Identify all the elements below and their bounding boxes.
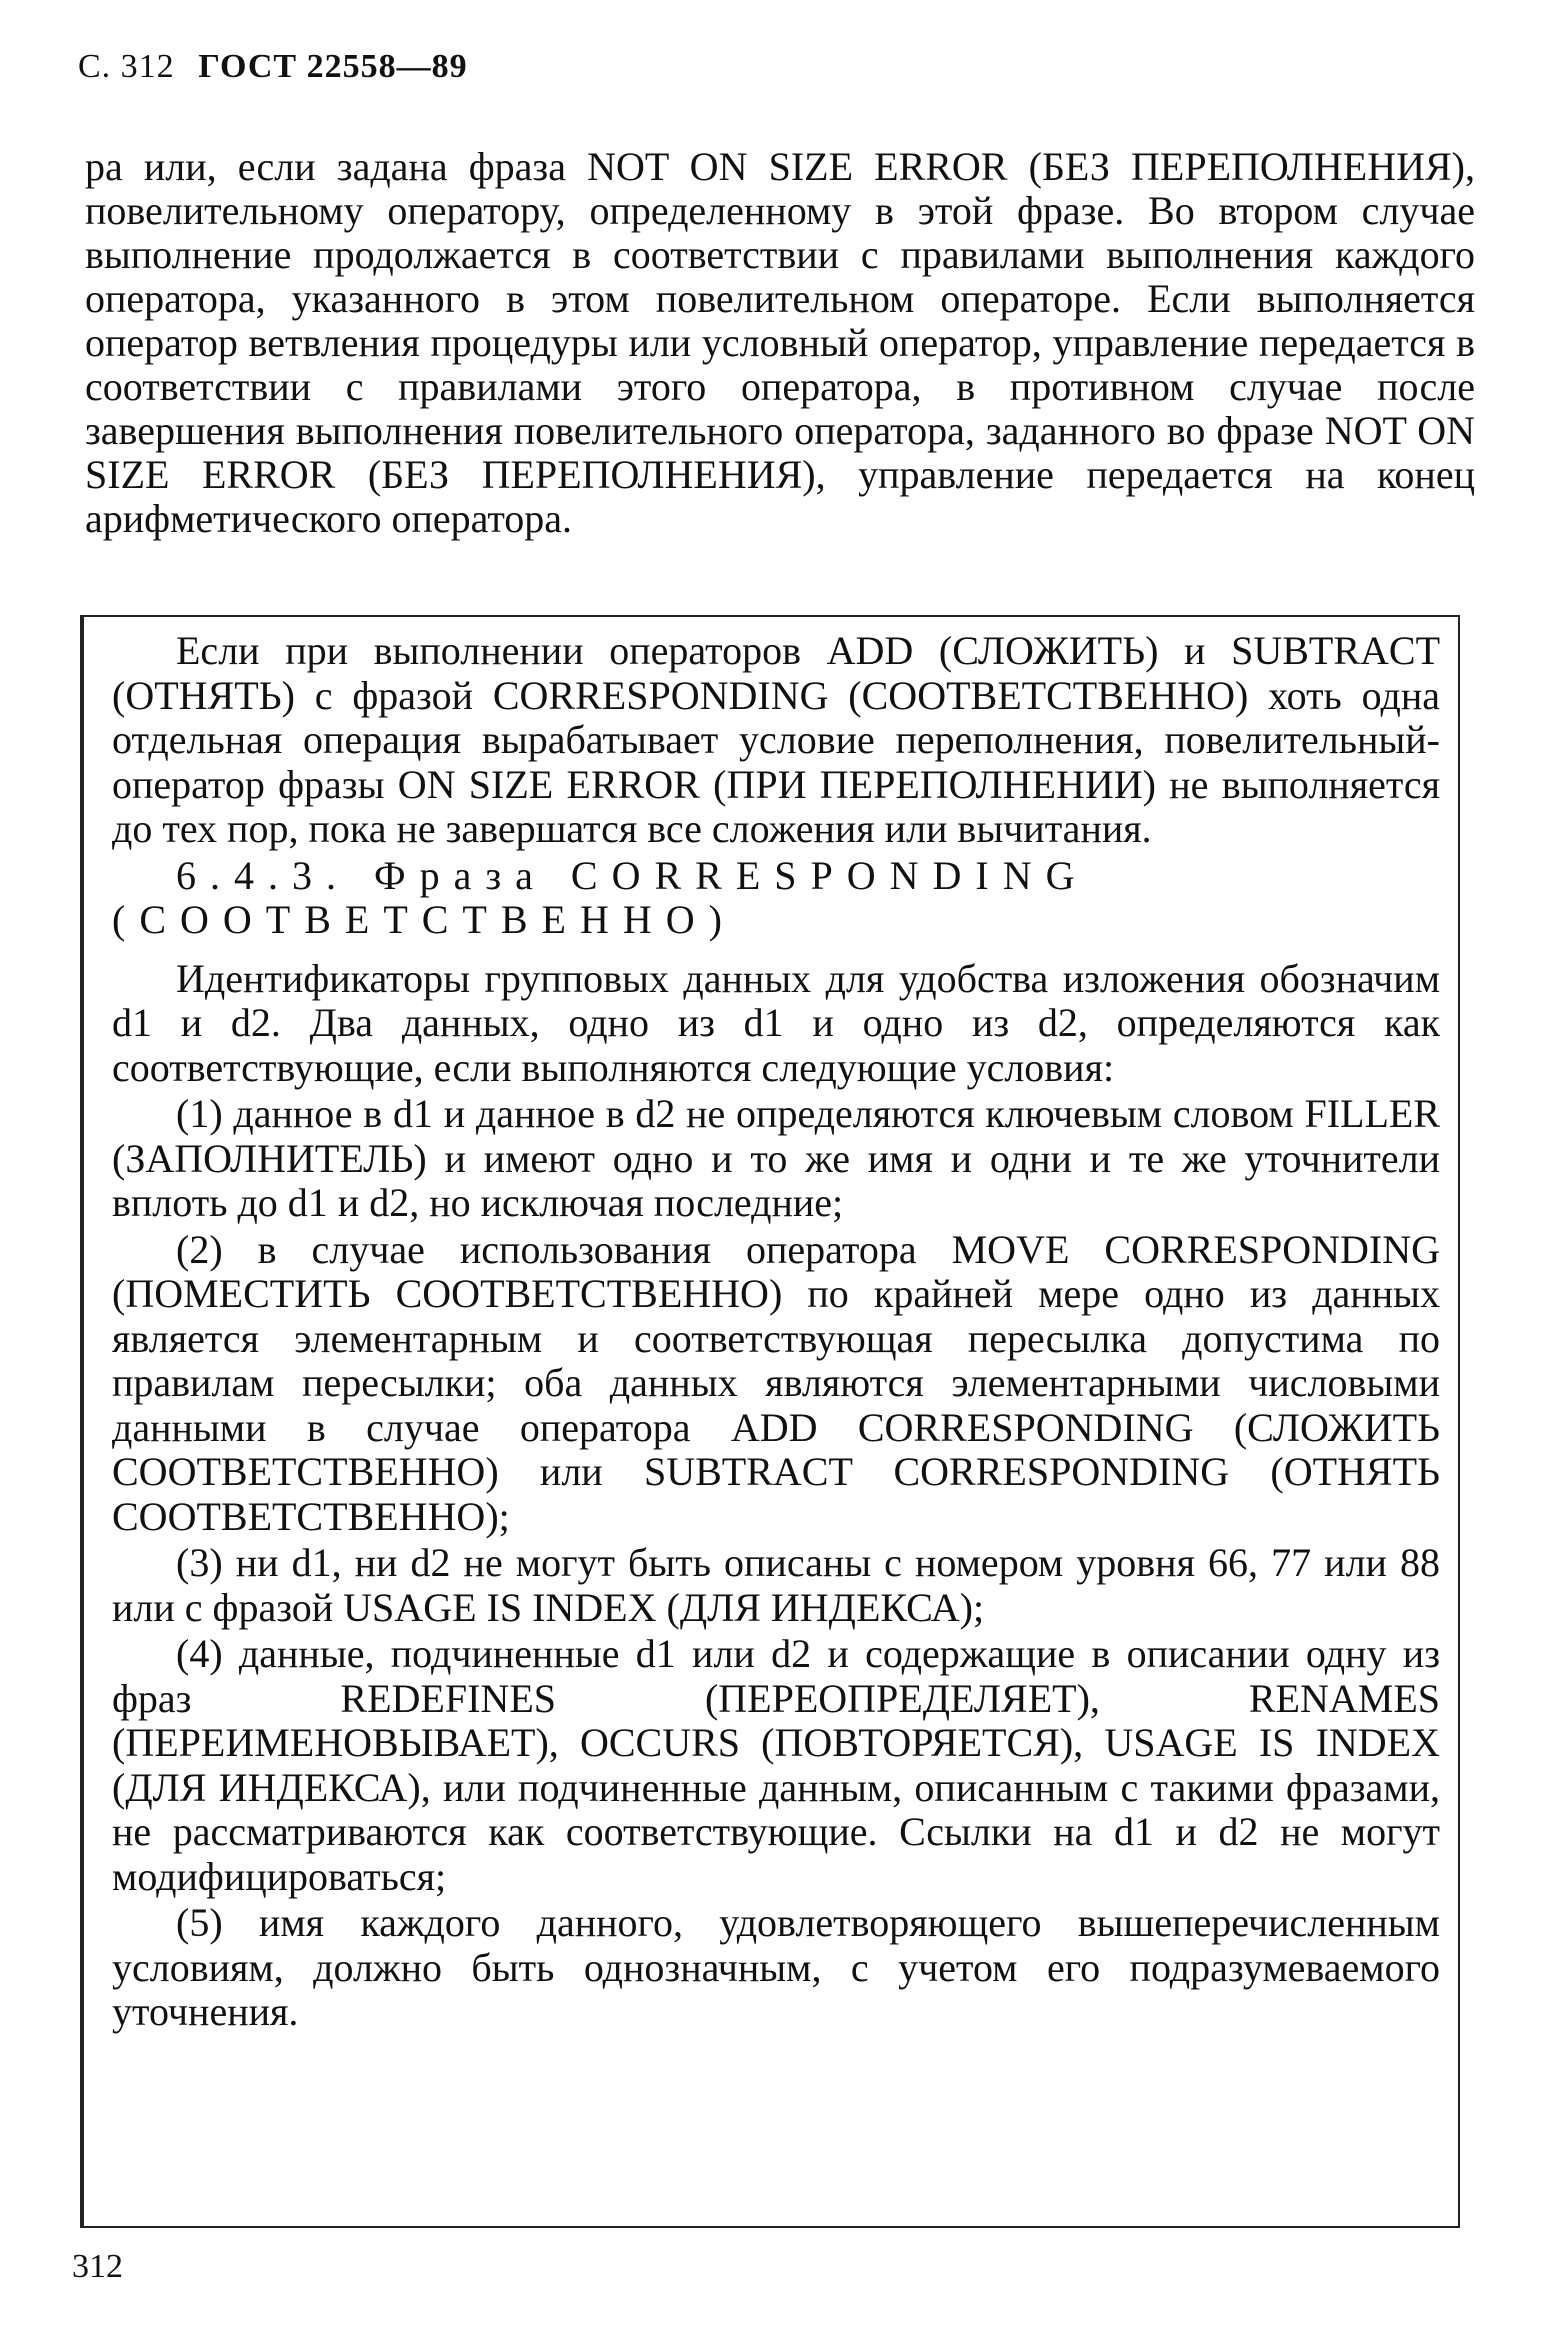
framed-section (80, 615, 1460, 2228)
intro-paragraph: ра или, если задана фраза NOT ON SIZE ERROR (БЕЗ ПЕРЕПОЛНЕНИЯ), повелительному оператору, определенному в этой фразе. Во втором случае выполнение продолжается в соответствии с правилами выполнения каждого оператора, указанного в этом повелительном операторе. Если выполняется оператор ветвления процедуры или условный оператор, управление передается в соответствии с правилами этого оператора, в противном случае после завершения выполнения повелительного оператора, заданного во фразе NOT ON SIZE ERROR (БЕЗ ПЕРЕПОЛНЕНИЯ), управление передается на конец арифметического оператора. (85, 144, 1475, 541)
condition-item-5: (5) имя каждого данного, удовлетворяющего вышеперечисленным условиям, должно быть однозначным, с учетом его подразумеваемого уточнения. (112, 1900, 1440, 2034)
section-heading: 6.4.3. Фраза CORRESPONDING (СООТВЕТСТВЕННО) (112, 852, 1089, 942)
page-prefix: С. 312 (78, 48, 175, 85)
standard-code: ГОСТ 22558—89 (198, 48, 468, 85)
condition-item-1: (1) данное в d1 и данное в d2 не определяются ключевым словом FILLER (ЗАПОЛНИТЕЛЬ) и имеют одно и то же имя и одни и те же уточнители вплоть до d1 и d2, но исключая последние; (112, 1091, 1440, 1225)
paragraph-add-subtract: Если при выполнении операторов ADD (СЛОЖИТЬ) и SUBTRACT (ОТНЯТЬ) с фразой CORRESPONDING (СООТВЕТСТВЕННО) хоть одна отдельная операция вырабатывает условие переполнения, повелительный-оператор фразы ON SIZE ERROR (ПРИ ПЕРЕПОЛНЕНИИ) не выполняется до тех пор, пока не завершатся все сложения или вычитания. (112, 628, 1440, 851)
paragraph-identifiers: Идентификаторы групповых данных для удобства изложения обозначим d1 и d2. Два данных, одно из d1 и одно из d2, определяются как соответствующие, если выполняются следующие условия: (112, 955, 1440, 1090)
condition-item-2: (2) в случае использования оператора MOVE CORRESPONDING (ПОМЕСТИТЬ СООТВЕТСТВЕННО) по крайней мере одно из данных является элементарным и соответствующая пересылка допустима по правилам пересылки; оба данных являются элементарными числовыми данными в случае оператора ADD CORRESPONDING (СЛОЖИТЬ СООТВЕТСТВЕННО) или SUBTRACT CORRESPONDING (ОТНЯТЬ СООТВЕТСТВЕННО); (112, 1226, 1440, 1539)
page-header (78, 48, 468, 86)
condition-item-4: (4) данные, подчиненные d1 или d2 и содержащие в описании одну из фраз REDEFINES (ПЕРЕОПРЕДЕЛЯЕТ), RENAMES (ПЕРЕИМЕНОВЫВАЕТ), OCCURS (ПОВТОРЯЕТСЯ), USAGE IS INDEX (ДЛЯ ИНДЕКСА), или подчиненные данным, описанным с такими фразами, не рассматриваются как соответствующие. Ссылки на d1 и d2 не могут модифицироваться; (112, 1631, 1440, 1899)
condition-item-3: (3) ни d1, ни d2 не могут быть описаны с номером уровня 66, 77 или 88 или с фразой USAGE IS INDEX (ДЛЯ ИНДЕКСА); (112, 1540, 1440, 1630)
page-number: 312 (72, 2248, 123, 2285)
